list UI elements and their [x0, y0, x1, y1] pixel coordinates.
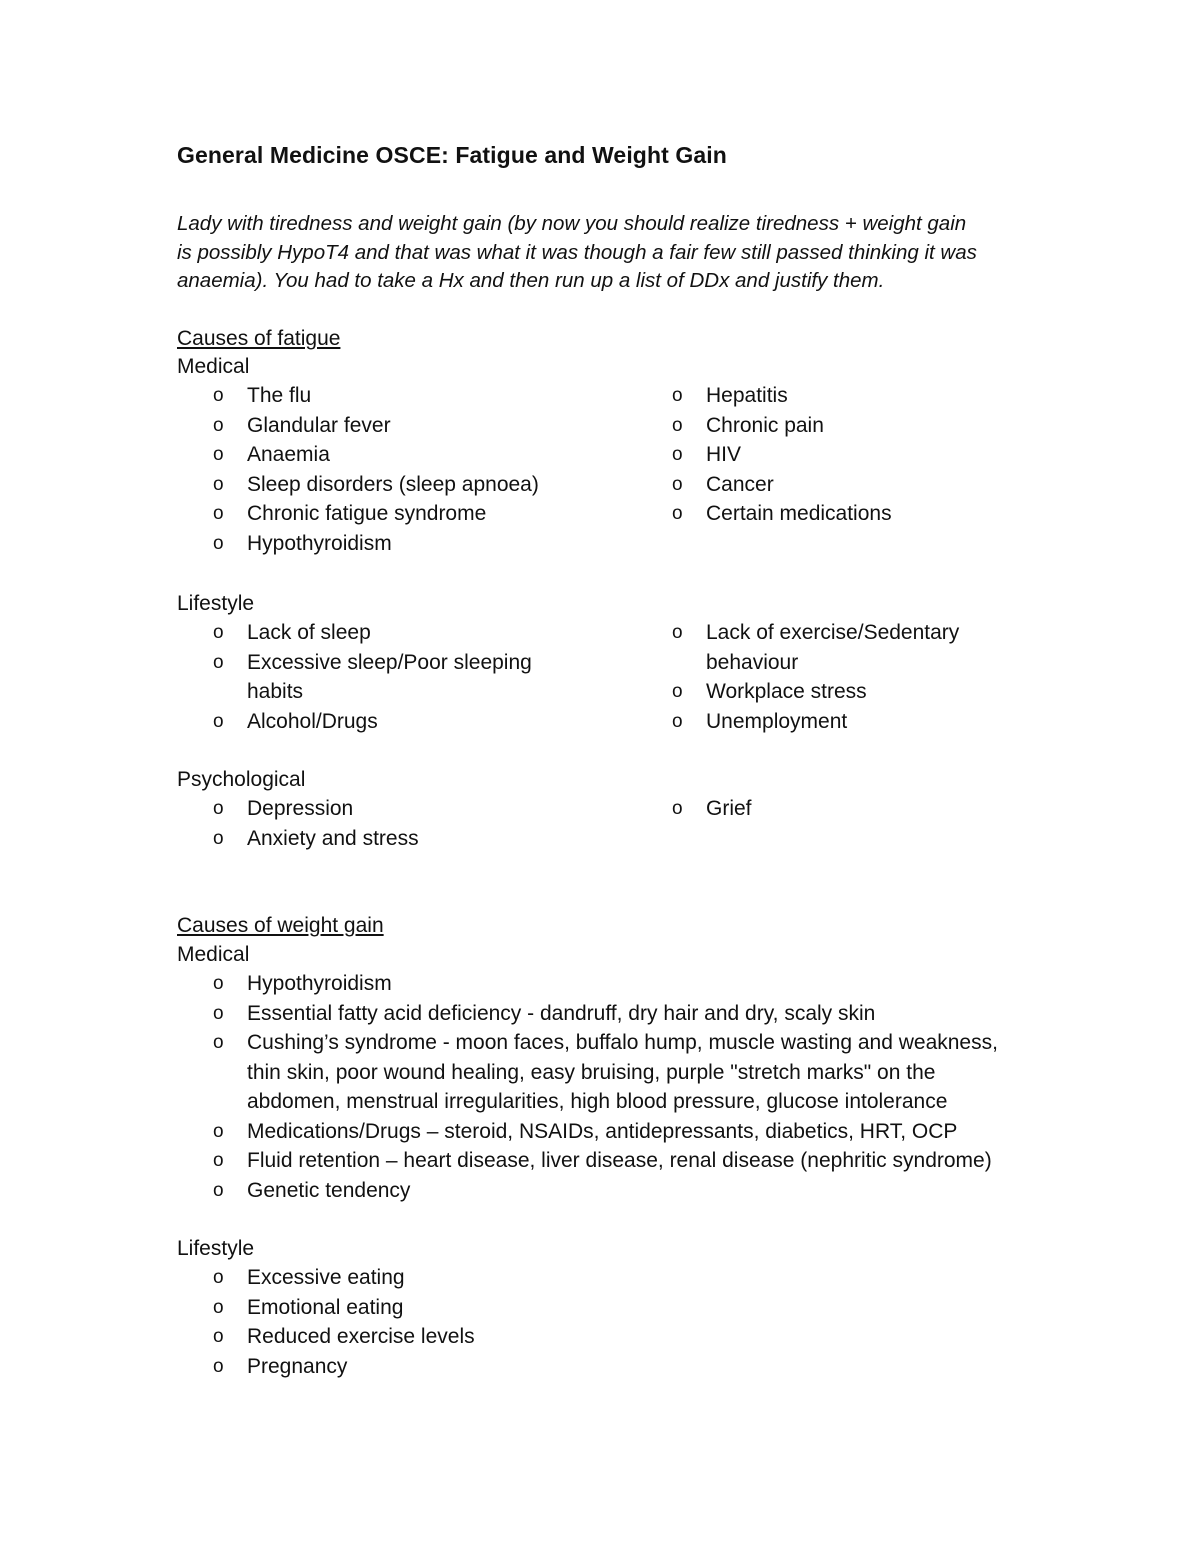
list-item-text: Genetic tendency: [247, 1178, 411, 1202]
intro-line: anaemia). You had to take a Hx and then run up a list of DDx and justify them.: [177, 269, 885, 292]
fatigue-lifestyle-label: Lifestyle: [177, 592, 255, 615]
list-item: [177, 470, 539, 500]
weight-gain-lifestyle-label: Lifestyle: [177, 1237, 255, 1260]
list-item: [177, 1117, 998, 1147]
list-item: [177, 794, 419, 824]
list-item-text: Excessive sleep/Poor sleeping: [247, 650, 532, 674]
list-item-text: Hypothyroidism: [247, 972, 392, 995]
bullet-marker: o: [213, 1150, 224, 1171]
intro-line: is possibly HypoT4 and that was what it was though a fair few still passed thinking it was: [177, 240, 977, 264]
fatigue-heading: Causes of fatigue: [177, 327, 341, 350]
list-item: [177, 648, 532, 707]
list-item: [177, 999, 998, 1029]
bullet-marker: o: [213, 827, 224, 849]
list-item-text: Unemployment: [706, 709, 848, 733]
list-item: [177, 707, 532, 737]
list-item-text: Lack of exercise/Sedentary: [706, 621, 960, 644]
list-item-text: Reduced exercise levels: [247, 1325, 475, 1348]
list-item-text: Certain medications: [706, 502, 892, 525]
intro-paragraph: [177, 210, 1037, 296]
bullet-marker: o: [213, 651, 224, 673]
list-item-text: Depression: [247, 797, 354, 820]
list-item: [636, 707, 959, 737]
list-item: [636, 677, 959, 707]
bullet-marker: o: [213, 385, 224, 406]
fatigue-psychological-left-list: [177, 794, 419, 853]
list-item: [177, 824, 419, 854]
fatigue-medical-left-list: [177, 381, 539, 558]
list-item-text: habits: [247, 680, 304, 703]
document-title: General Medicine OSCE: Fatigue and Weight Gain: [177, 142, 727, 168]
list-item: [177, 1352, 475, 1382]
fatigue-lifestyle-left-list: [177, 618, 532, 736]
fatigue-psychological-right-list: [636, 794, 752, 824]
list-item-text: Emotional eating: [247, 1295, 404, 1319]
weight-gain-medical-list: [177, 969, 998, 1205]
list-item-text: abdomen, menstrual irregularities, high blood pressure, glucose intolerance: [247, 1090, 948, 1113]
list-item-text: Anaemia: [247, 443, 330, 466]
bullet-marker: o: [672, 622, 683, 643]
list-item-text: Lack of sleep: [247, 621, 371, 644]
bullet-marker: o: [213, 1179, 224, 1201]
fatigue-lifestyle-right-list: [636, 618, 959, 736]
bullet-marker: o: [213, 414, 224, 436]
list-item: [177, 1293, 475, 1323]
bullet-marker: o: [213, 1002, 224, 1024]
bullet-marker: o: [213, 710, 224, 732]
bullet-marker: o: [672, 710, 683, 732]
list-item-text: Excessive eating: [247, 1266, 405, 1289]
list-item-text: Fluid retention – heart disease, liver disease, renal disease (nephritic syndrome): [247, 1149, 992, 1172]
bullet-marker: o: [213, 1032, 224, 1053]
intro-line: Lady with tiredness and weight gain (by now you should realize tiredness + weight gain: [177, 212, 967, 235]
list-item: [636, 618, 959, 677]
fatigue-psychological-label: Psychological: [177, 768, 306, 791]
list-item: [177, 440, 539, 470]
bullet-marker: o: [672, 503, 683, 524]
list-item: [636, 470, 892, 500]
list-item-text: Glandular fever: [247, 413, 391, 437]
bullet-marker: o: [672, 798, 683, 819]
list-item-text: thin skin, poor wound healing, easy bruising, purple "stretch marks" on the: [247, 1060, 936, 1084]
list-item-text: Medications/Drugs – steroid, NSAIDs, antidepressants, diabetics, HRT, OCP: [247, 1119, 958, 1143]
list-item: [636, 499, 892, 529]
list-item: [177, 529, 539, 559]
bullet-marker: o: [672, 681, 683, 702]
bullet-marker: o: [213, 622, 224, 643]
list-item-text: Chronic pain: [706, 413, 824, 437]
list-item: [177, 411, 539, 441]
list-item: [636, 381, 892, 411]
list-item-text: Hepatitis: [706, 384, 788, 407]
list-item-text: Workplace stress: [706, 680, 867, 703]
bullet-marker: o: [672, 444, 683, 465]
bullet-marker: o: [213, 503, 224, 524]
bullet-marker: o: [672, 385, 683, 406]
bullet-marker: o: [672, 414, 683, 436]
list-item-text: Essential fatty acid deficiency - dandruff, dry hair and dry, scaly skin: [247, 1001, 876, 1025]
weight-gain-medical-label: Medical: [177, 943, 250, 966]
list-item-text: Pregnancy: [247, 1354, 348, 1378]
bullet-marker: o: [213, 1267, 224, 1288]
bullet-marker: o: [213, 1326, 224, 1347]
list-item-text: The flu: [247, 384, 312, 407]
weight-gain-lifestyle-list: [177, 1263, 475, 1381]
list-item-text: Cushing’s syndrome - moon faces, buffalo hump, muscle wasting and weakness,: [247, 1031, 998, 1054]
bullet-marker: o: [213, 473, 224, 495]
fatigue-medical-right-list: [636, 381, 892, 529]
bullet-marker: o: [213, 532, 224, 554]
list-item: [636, 411, 892, 441]
list-item-text: Cancer: [706, 472, 774, 496]
bullet-marker: o: [672, 473, 683, 495]
list-item: [636, 794, 752, 824]
list-item-text: Alcohol/Drugs: [247, 709, 378, 733]
list-item: [177, 618, 532, 648]
bullet-marker: o: [213, 444, 224, 465]
list-item: [636, 440, 892, 470]
list-item-text: behaviour: [706, 650, 799, 674]
bullet-marker: o: [213, 798, 224, 819]
list-item: [177, 1322, 475, 1352]
list-item: [177, 1028, 998, 1117]
list-item-text: Grief: [706, 797, 752, 820]
list-item: [177, 969, 998, 999]
list-item-text: Hypothyroidism: [247, 531, 392, 555]
list-item: [177, 499, 539, 529]
bullet-marker: o: [213, 1355, 224, 1377]
bullet-marker: o: [213, 973, 224, 994]
list-item: [177, 1176, 998, 1206]
list-item-text: Anxiety and stress: [247, 826, 419, 850]
bullet-marker: o: [213, 1296, 224, 1318]
list-item: [177, 1263, 475, 1293]
list-item: [177, 1146, 998, 1176]
weight-gain-heading: Causes of weight gain: [177, 914, 384, 937]
list-item-text: HIV: [706, 443, 742, 466]
fatigue-medical-label: Medical: [177, 355, 250, 378]
bullet-marker: o: [213, 1120, 224, 1142]
list-item-text: Chronic fatigue syndrome: [247, 502, 487, 525]
list-item-text: Sleep disorders (sleep apnoea): [247, 472, 539, 496]
list-item: [177, 381, 539, 411]
